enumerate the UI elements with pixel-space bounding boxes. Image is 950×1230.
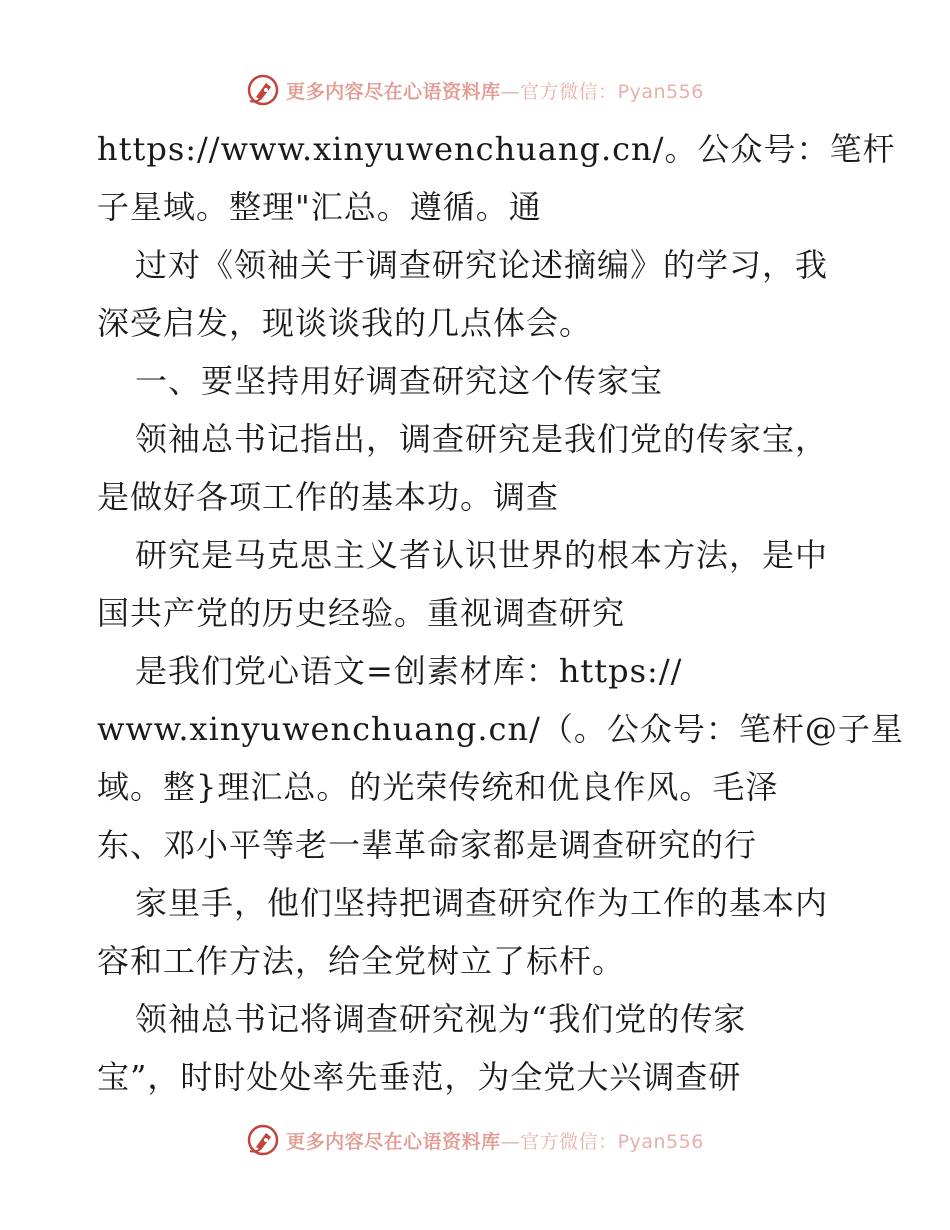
text-line: 是做好各项工作的基本功。调查 [97, 478, 560, 516]
text-line: https://www.xinyuwenchuang.cn/。公众号：笔杆 [97, 130, 896, 168]
text-line: 领袖总书记指出，调查研究是我们党的传家宝， [135, 420, 829, 458]
text-line: 研究是马克思主义者认识世界的根本方法，是中 [135, 536, 829, 574]
text-line: 东、邓小平等老一辈革命家都是调查研究的行 [97, 826, 758, 864]
text-line: 国共产党的历史经验。重视调查研究 [97, 594, 626, 632]
footer-watermark [0, 1120, 950, 1160]
watermark-dash: — [500, 80, 521, 103]
watermark-contact: 官方微信：Pyan556 [520, 80, 704, 103]
pen-nib-logo-icon [246, 73, 280, 107]
text-line: www.xinyuwenchuang.cn/（。公众号：笔杆@子星 [97, 710, 904, 748]
text-line: 家里手，他们坚持把调查研究作为工作的基本内 [135, 884, 829, 922]
text-line: 子星域。整理"汇总。遵循。通 [97, 188, 542, 226]
text-line: 领袖总书记将调查研究视为“我们党的传家 [135, 1000, 747, 1038]
watermark-main: 更多内容尽在心语资料库 [286, 80, 501, 103]
watermark-text [286, 1127, 704, 1154]
text-line: 容和工作方法，给全党树立了标杆。 [97, 942, 626, 980]
watermark-main: 更多内容尽在心语资料库 [286, 1130, 501, 1153]
document-body [97, 120, 904, 1106]
text-line: 是我们党心语文=创素材库：https:// [135, 652, 683, 690]
text-line: 深受启发，现谈谈我的几点体会。 [97, 304, 593, 342]
watermark-text [286, 77, 704, 104]
watermark-contact: 官方微信：Pyan556 [520, 1130, 704, 1153]
header-watermark [0, 70, 950, 110]
text-line: 过对《领袖关于调查研究论述摘编》的学习，我 [135, 246, 829, 284]
text-line: 域。整}理汇总。的光荣传统和优良作风。毛泽 [97, 768, 779, 806]
watermark-dash: — [500, 1130, 521, 1153]
text-line: 宝”，时时处处率先垂范，为全党大兴调查研 [97, 1058, 742, 1096]
text-line: 一、要坚持用好调查研究这个传家宝 [135, 362, 664, 400]
pen-nib-logo-icon [246, 1123, 280, 1157]
